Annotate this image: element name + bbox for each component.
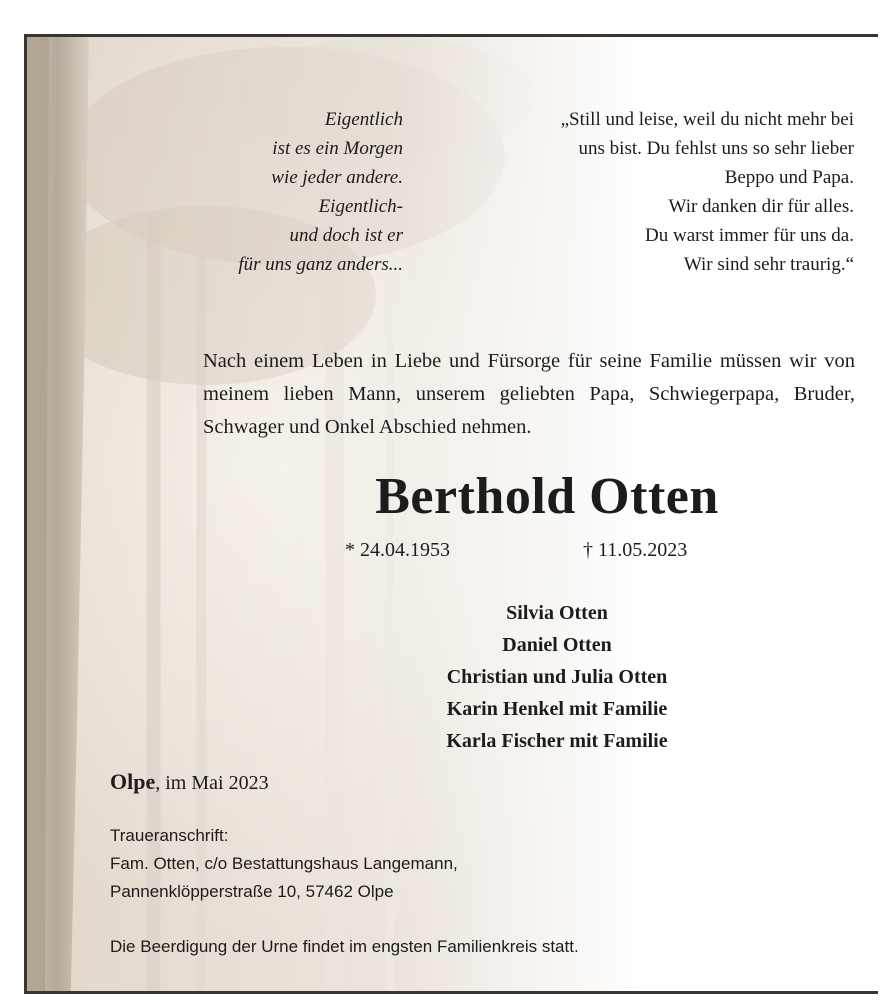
poem-left <box>147 105 403 279</box>
quote-right <box>467 105 854 279</box>
quote-line: Beppo und Papa. <box>724 167 854 188</box>
mourner-name: Daniel Otten <box>502 634 612 656</box>
poem-left-line: für uns ganz anders... <box>238 254 403 275</box>
place-date <box>110 769 269 795</box>
quote-line: „Still und leise, weil du nicht mehr bei <box>560 109 854 130</box>
funeral-note: Die Beerdigung der Urne findet im engsten Familienkreis statt. <box>110 937 579 956</box>
quote-line: Wir danken dir für alles. <box>668 196 854 217</box>
mourner-name: Christian und Julia Otten <box>446 666 668 688</box>
place-month: , im Mai 2023 <box>155 772 269 794</box>
address-label: Traueranschrift: <box>110 826 229 845</box>
death-date: † 11.05.2023 <box>583 539 688 561</box>
place-town: Olpe <box>110 769 156 794</box>
mourners-list <box>327 597 787 757</box>
mourning-address <box>110 822 710 906</box>
quote-line: Du warst immer für uns da. <box>645 225 854 246</box>
mourner-name: Karin Henkel mit Familie <box>446 698 668 720</box>
poem-left-line: ist es ein Morgen <box>272 138 403 159</box>
mourner-name: Silvia Otten <box>506 602 608 624</box>
quote-line: uns bist. Du fehlst uns so sehr lieber <box>578 138 854 159</box>
address-line: Fam. Otten, c/o Bestattungshaus Langemann, <box>110 854 458 873</box>
intro-paragraph: Nach einem Leben in Liebe und Fürsorge für seine Familie müssen wir von meinem lieben Mann, unserem geliebten Papa, Schwiegerpapa, Bruder, Schwager und Onkel Abschied nehmen. <box>203 350 855 438</box>
poem-left-line: Eigentlich- <box>318 196 403 217</box>
address-line: Pannenklöpperstraße 10, 57462 Olpe <box>110 882 394 901</box>
poem-left-line: Eigentlich <box>324 109 403 130</box>
poem-left-line: wie jeder andere. <box>271 167 403 188</box>
mourner-name: Karla Fischer mit Familie <box>446 730 668 752</box>
deceased-name: Berthold Otten <box>375 468 719 525</box>
poem-left-line: und doch ist er <box>289 225 403 246</box>
quote-line: Wir sind sehr traurig.“ <box>683 254 854 275</box>
obituary-frame <box>24 34 878 994</box>
birth-date: * 24.04.1953 <box>345 539 450 561</box>
